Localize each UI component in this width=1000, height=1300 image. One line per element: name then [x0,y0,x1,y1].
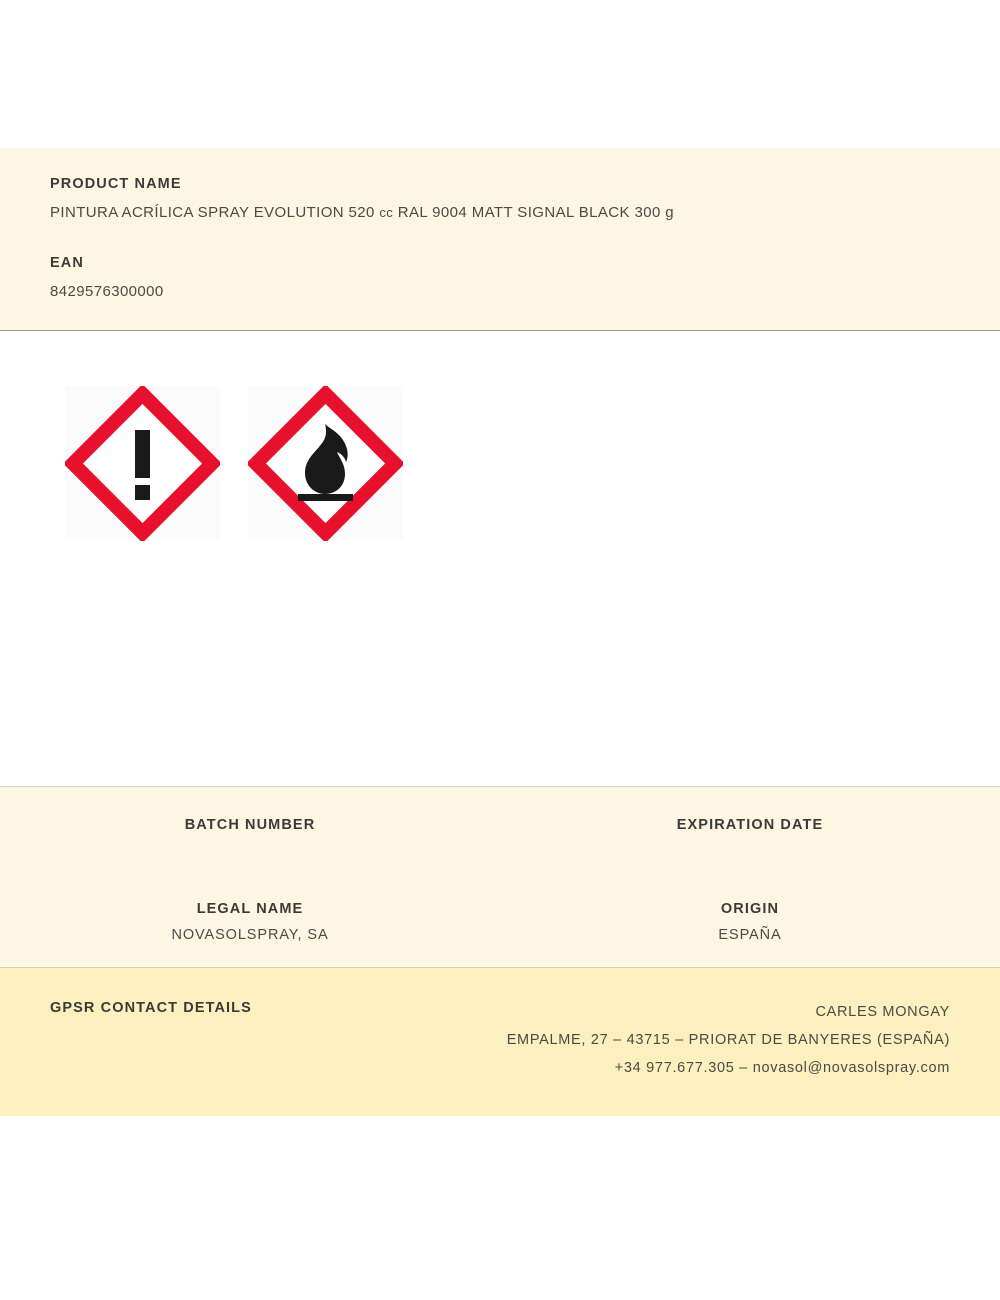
legal-name-value: NOVASOLSPRAY, SA [171,927,329,943]
ghs07-exclamation-mark-icon [65,386,220,541]
product-name-unit: cc [379,205,394,220]
legal-origin-row [0,901,1000,945]
gpsr-contact-label: GPSR CONTACT DETAILS [50,1000,252,1016]
product-name-main: PINTURA ACRÍLICA SPRAY EVOLUTION 520 [50,204,375,221]
batch-number-column [0,817,500,887]
gpsr-contact-address: EMPALME, 27 – 43715 – PRIORAT DE BANYERES (ESPAÑA) [506,1032,950,1048]
expiration-date-value [500,843,1000,887]
product-info-band [0,786,1000,967]
legal-name-column [0,901,500,945]
gpsr-contact-phone-email: +34 977.677.305 – novasol@novasolspray.com [614,1060,950,1076]
gpsr-contact-band [0,967,1000,1116]
gpsr-contact-details [507,998,950,1082]
product-name-value [50,204,950,221]
ean-value: 8429576300000 [50,283,164,300]
product-name-label: PRODUCT NAME [50,176,182,192]
expiration-date-label: EXPIRATION DATE [676,817,824,833]
batch-expiration-row [0,817,1000,887]
expiration-date-column [500,817,1000,887]
header-block-gap [50,221,950,255]
batch-number-value [0,843,500,887]
ean-label: EAN [50,255,84,271]
top-spacer [0,0,1000,148]
hazard-pictogram-area [0,331,1000,786]
product-name-rest: RAL 9004 MATT SIGNAL BLACK 300 g [397,204,675,221]
ghs02-flammable-icon [248,386,403,541]
batch-number-label: BATCH NUMBER [184,817,316,833]
product-header-band [0,148,1000,331]
origin-value: ESPAÑA [718,927,782,943]
legal-name-label: LEGAL NAME [196,901,304,917]
gpsr-contact-person: CARLES MONGAY [815,1004,950,1020]
origin-column [500,901,1000,945]
origin-label: ORIGIN [720,901,780,917]
